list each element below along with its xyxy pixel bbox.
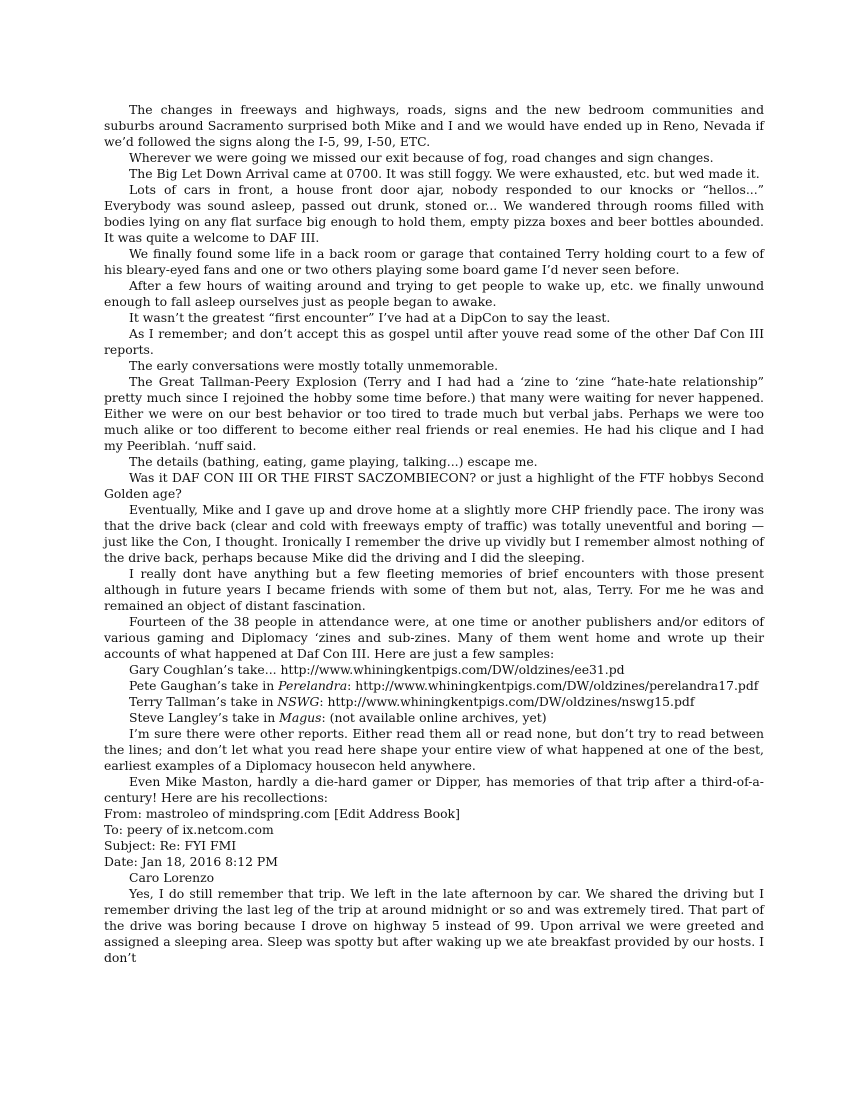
sample-text: Pete Gaughan’s take in <box>129 678 279 693</box>
paragraph: Even Mike Maston, hardly a die-hard gamer or Dipper, has memories of that trip after a third-of-a-century! Here are his recollections: <box>104 774 764 805</box>
email-date: Date: Jan 18, 2016 8:12 PM <box>104 854 278 869</box>
zine-title: Magus <box>279 710 322 725</box>
document-page <box>104 102 764 966</box>
sample-link-line <box>104 694 764 710</box>
sample-note: : (not available online archives, yet) <box>321 710 547 725</box>
paragraph: I’m sure there were other reports. Either read them all or read none, but don’t try to read between the lines; and don’t let what you read here shape your entire view of what happened at one of the best, earliest examples of a Diplomacy housecon held anywhere. <box>104 726 764 773</box>
paragraph: The details (bathing, eating, game playing, talking...) escape me. <box>129 454 538 469</box>
paragraph: It wasn’t the greatest “first encounter” I’ve had at a DipCon to say the least. <box>129 310 611 325</box>
sample-link-line <box>104 678 764 694</box>
paragraph: The changes in freeways and highways, roads, signs and the new bedroom communities and suburbs around Sacramento surprised both Mike and I and we would have ended up in Reno, Nevada if we’d followed the signs along the I-5, 99, I-50, ETC. <box>104 102 764 149</box>
paragraph: Lots of cars in front, a house front door ajar, nobody responded to our knocks or “hellos...” Everybody was sound asleep, passed out drunk, stoned or... We wandered through rooms filled with bodies lying on any flat surface big enough to hold them, empty pizza boxes and beer bottles abounded. It was quite a welcome to DAF III. <box>104 182 764 245</box>
sample-link-line <box>104 710 764 726</box>
paragraph: Fourteen of the 38 people in attendance were, at one time or another publishers and/or editors of various gaming and Diplomacy ‘zines and sub-zines. Many of them went home and wrote up their accounts of what happened at Daf Con III. Here are just a few samples: <box>104 614 764 661</box>
paragraph: Wherever we were going we missed our exit because of fog, road changes and sign changes. <box>129 150 714 165</box>
paragraph: I really dont have anything but a few fleeting memories of brief encounters with those present although in future years I became friends with some of them but not, alas, Terry. For me he was and remained an object of distant fascination. <box>104 566 764 613</box>
paragraph: The Big Let Down Arrival came at 0700. It was still foggy. We were exhausted, etc. but wed made it. <box>129 166 760 181</box>
sample-text: Terry Tallman’s take in <box>129 694 278 709</box>
email-salutation: Caro Lorenzo <box>129 870 215 885</box>
zine-title: Perelandra <box>278 678 348 693</box>
sample-link-line <box>104 662 764 678</box>
email-body: Yes, I do still remember that trip. We left in the late afternoon by car. We shared the driving but I remember driving the last leg of the trip at around midnight or so and was extremely tired. That part of the drive was boring because I drove on highway 5 instead of 99. Upon arrival we were greeted and assigned a sleeping area. Sleep was spotty but after waking up we ate breakfast provided by our hosts. I don’t <box>104 886 764 965</box>
paragraph: The early conversations were mostly totally unmemorable. <box>129 358 499 373</box>
zine-title: NSWG <box>277 694 320 709</box>
email-to: To: peery of ix.netcom.com <box>104 822 274 837</box>
paragraph: Eventually, Mike and I gave up and drove home at a slightly more CHP friendly pace. The irony was that the drive back (clear and cold with freeways empty of traffic) was totally uneventful and boring — just like the Con, I thought. Ironically I remember the drive up vividly but I remember almost nothing of the drive back, perhaps because Mike did the driving and I did the sleeping. <box>104 502 764 565</box>
paragraph: As I remember; and don’t accept this as gospel until after youve read some of the other Daf Con III reports. <box>104 326 764 357</box>
paragraph: We finally found some life in a back room or garage that contained Terry holding court to a few of his bleary-eyed fans and one or two others playing some board game I’d never seen before. <box>104 246 764 277</box>
paragraph: After a few hours of waiting around and trying to get people to wake up, etc. we finally unwound enough to fall asleep ourselves just as people began to awake. <box>104 278 764 309</box>
sample-text: Gary Coughlan’s take... http://www.whiningkentpigs.com/DW/oldzines/ee31.pd <box>129 662 625 677</box>
paragraph: The Great Tallman-Peery Explosion (Terry and I had had a ‘zine to ‘zine “hate-hate relationship” pretty much since I rejoined the hobby some time before.) that many were waiting for never happened. Either we were on our best behavior or too tired to trade much but verbal jabs. Perhaps we were too much alike or too different to become either real friends or real enemies. He had his clique and I had my Peeriblah. ‘nuff said. <box>104 374 764 453</box>
paragraph: Was it DAF CON III OR THE FIRST SACZOMBIECON? or just a highlight of the FTF hobbys Second Golden age? <box>104 470 764 501</box>
sample-link: : http://www.whiningkentpigs.com/DW/oldzines/perelandra17.pdf <box>347 678 759 693</box>
sample-text: Steve Langley’s take in <box>129 710 280 725</box>
email-from: From: mastroleo of mindspring.com [Edit Address Book] <box>104 806 460 821</box>
email-subject: Subject: Re: FYI FMI <box>104 838 237 853</box>
sample-link: : http://www.whiningkentpigs.com/DW/oldzines/nswg15.pdf <box>319 694 695 709</box>
